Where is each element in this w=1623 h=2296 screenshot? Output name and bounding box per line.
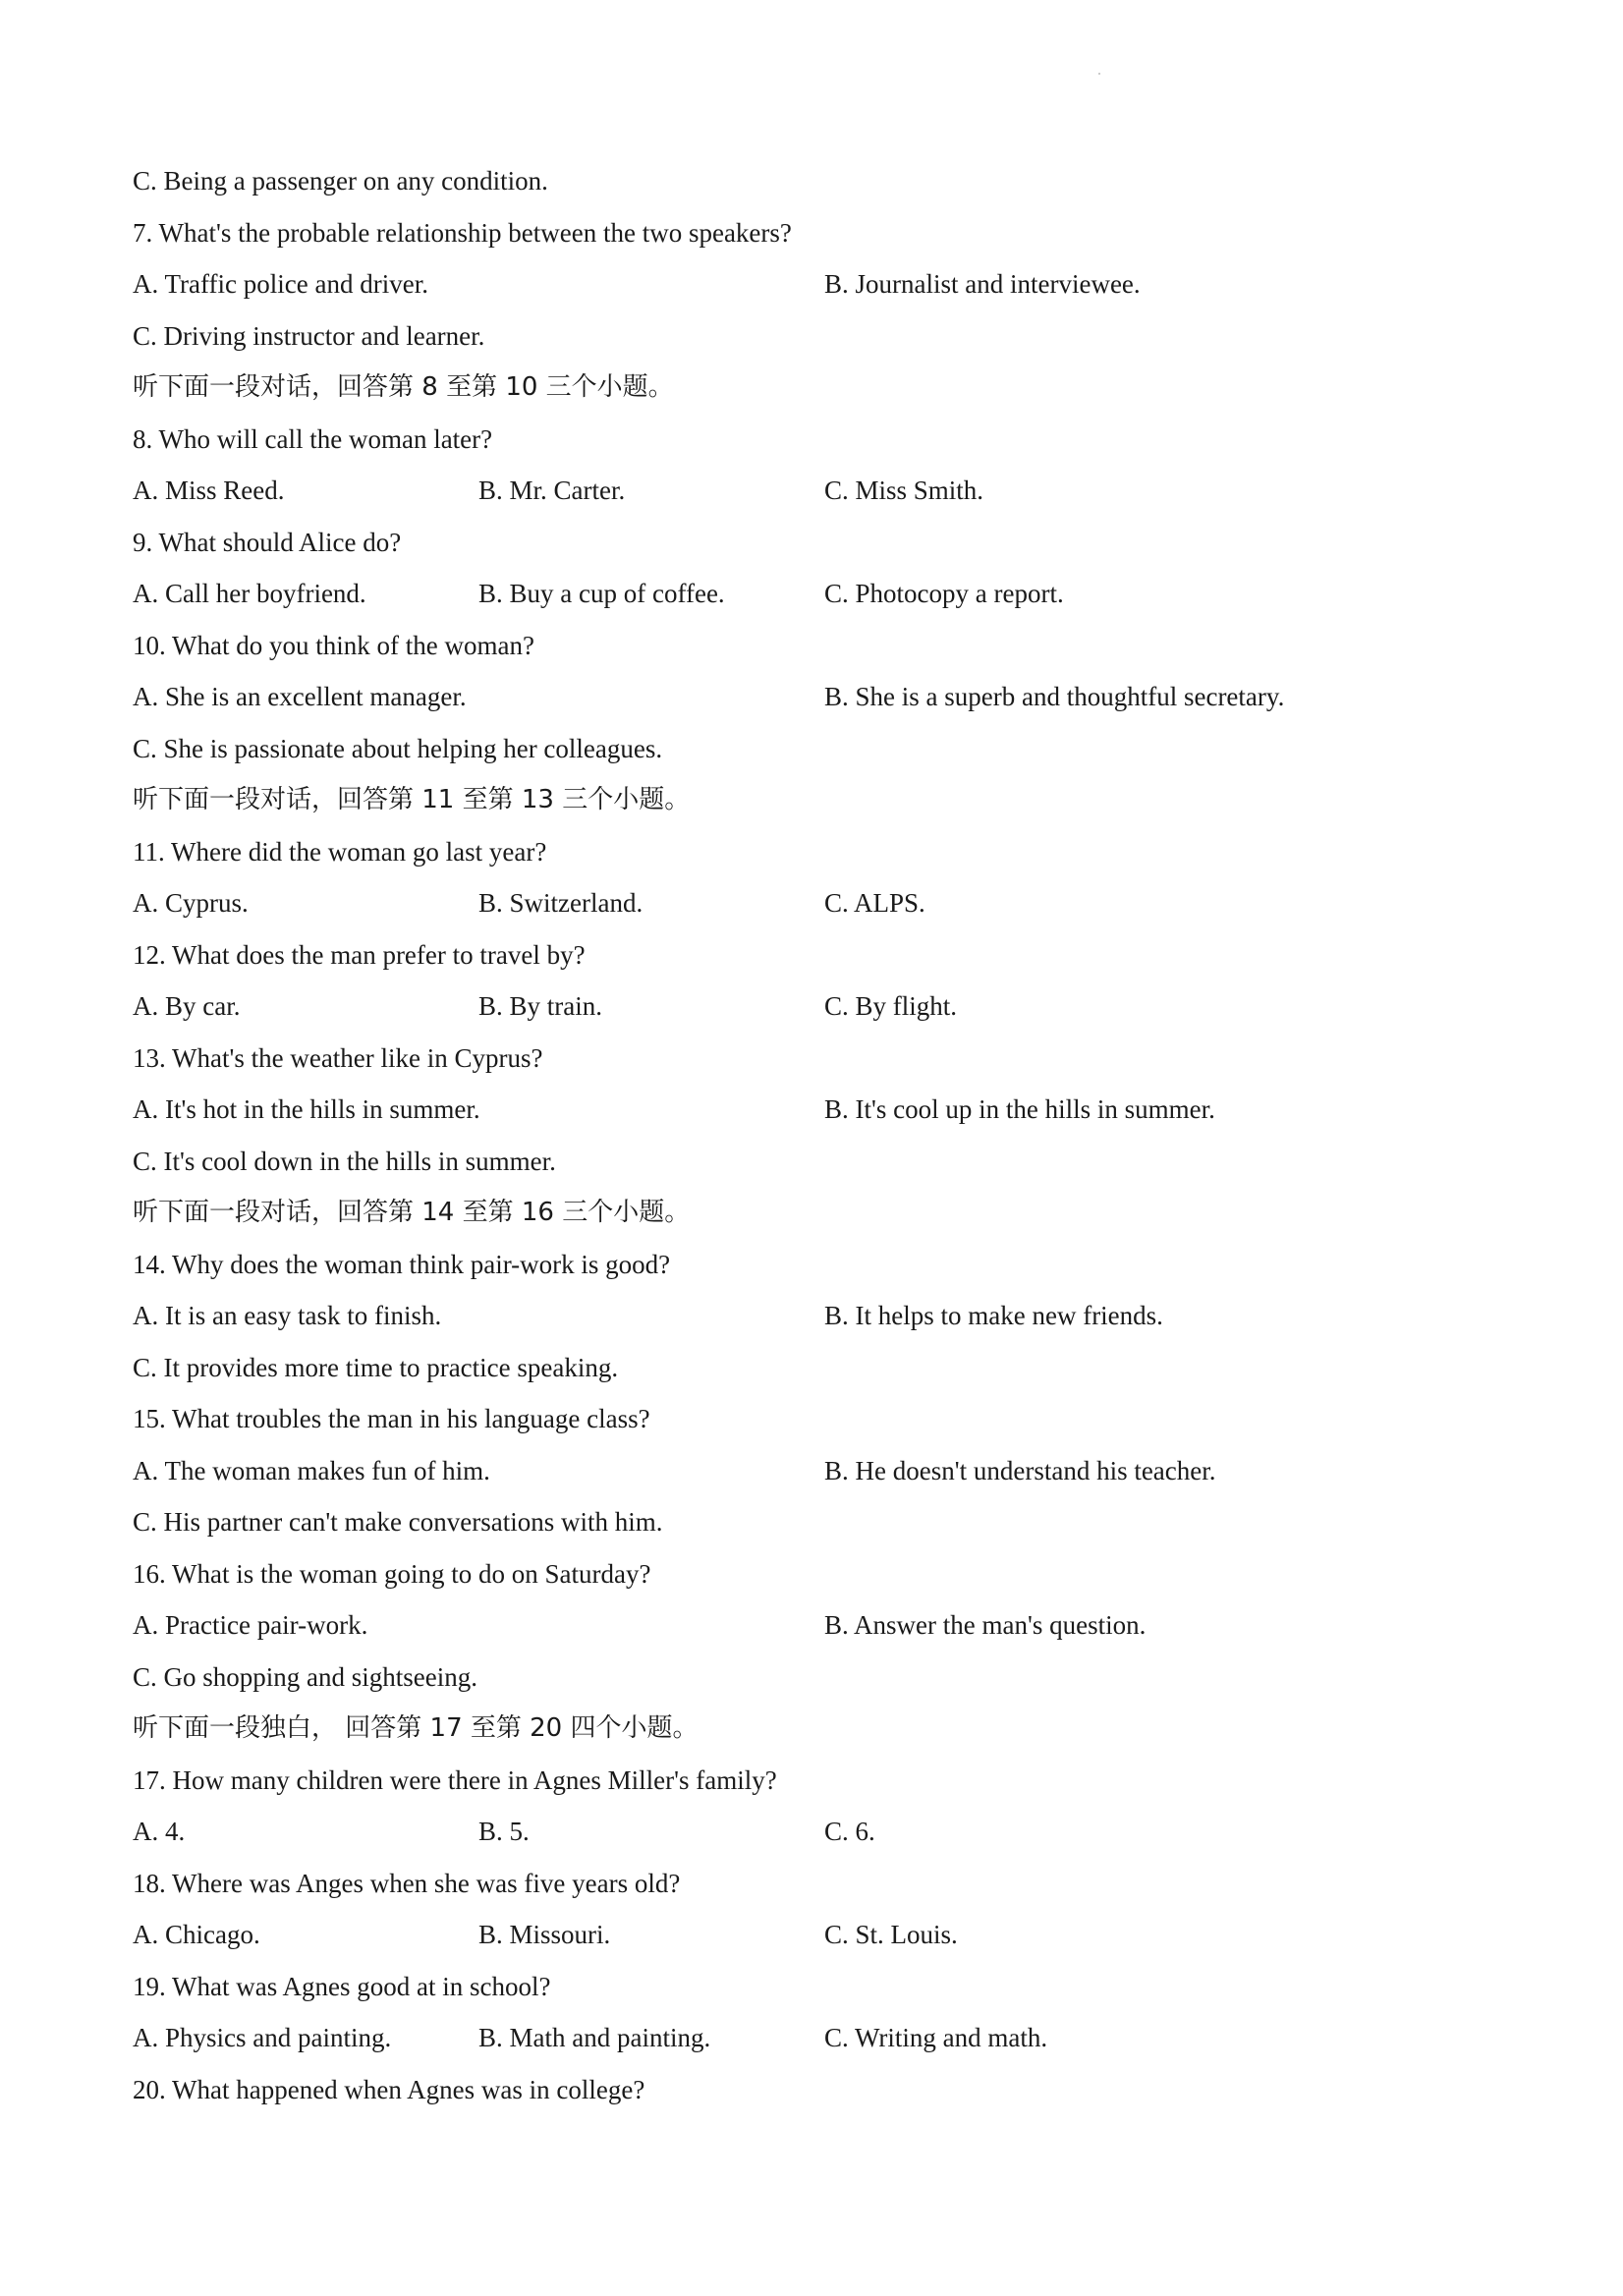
answer-option: B. Buy a cup of coffee. bbox=[478, 579, 725, 608]
option-row bbox=[133, 1496, 1528, 1547]
answer-option: A. It is an easy task to finish. bbox=[133, 1301, 442, 1330]
answer-option: C. Photocopy a report. bbox=[824, 579, 1064, 608]
option-row bbox=[133, 465, 1528, 516]
option-row bbox=[133, 1599, 1528, 1651]
answer-option: C. Driving instructor and learner. bbox=[133, 320, 485, 351]
line-text: 16. What is the woman going to do on Saturday? bbox=[133, 1558, 651, 1589]
option-row bbox=[133, 568, 1528, 619]
option-row bbox=[133, 980, 1528, 1032]
line-text: 7. What's the probable relationship between the two speakers? bbox=[133, 217, 792, 248]
answer-option: B. Journalist and interviewee. bbox=[824, 269, 1141, 299]
option-row bbox=[133, 258, 1528, 309]
answer-option: C. It provides more time to practice speaking. bbox=[133, 1352, 619, 1382]
answer-option: A. Cyprus. bbox=[133, 888, 249, 918]
answer-option: B. It's cool up in the hills in summer. bbox=[824, 1094, 1215, 1124]
question-text bbox=[133, 1755, 1528, 1806]
line-text: 10. What do you think of the woman? bbox=[133, 630, 534, 660]
line-text: 15. What troubles the man in his language class? bbox=[133, 1404, 650, 1433]
option-row bbox=[133, 1445, 1528, 1496]
section-instruction bbox=[133, 362, 1528, 413]
option-row bbox=[133, 1909, 1528, 1960]
answer-option: A. It's hot in the hills in summer. bbox=[133, 1094, 480, 1124]
question-text bbox=[133, 1393, 1528, 1444]
line-text: 听下面一段对话，回答第 14 至第 16 三个小题。 bbox=[133, 1198, 691, 1227]
answer-option: A. Chicago. bbox=[133, 1920, 260, 1949]
question-text bbox=[133, 929, 1528, 980]
answer-option: C. ALPS. bbox=[824, 888, 925, 918]
option-row bbox=[133, 877, 1528, 928]
option-row bbox=[133, 1342, 1528, 1393]
question-text bbox=[133, 517, 1528, 568]
option-row bbox=[133, 310, 1528, 362]
section-instruction bbox=[133, 1187, 1528, 1238]
option-row bbox=[133, 155, 1528, 206]
answer-option: C. Writing and math. bbox=[824, 2023, 1048, 2052]
question-text bbox=[133, 1858, 1528, 1909]
section-instruction bbox=[133, 1703, 1528, 1754]
option-row bbox=[133, 1084, 1528, 1135]
answer-option: A. 4. bbox=[133, 1817, 186, 1846]
question-text bbox=[133, 826, 1528, 877]
answer-option: B. She is a superb and thoughtful secretary. bbox=[824, 682, 1285, 711]
answer-option: A. Call her boyfriend. bbox=[133, 579, 366, 608]
question-text bbox=[133, 620, 1528, 671]
answer-option: B. By train. bbox=[478, 991, 602, 1021]
question-text bbox=[133, 1033, 1528, 1084]
line-text: 12. What does the man prefer to travel by? bbox=[133, 939, 586, 970]
question-text bbox=[133, 414, 1528, 465]
option-row bbox=[133, 2012, 1528, 2063]
answer-option: A. She is an excellent manager. bbox=[133, 682, 467, 711]
option-row bbox=[133, 1136, 1528, 1187]
answer-option: C. Miss Smith. bbox=[824, 476, 984, 505]
question-text bbox=[133, 1548, 1528, 1599]
line-text: 听下面一段对话，回答第 8 至第 10 三个小题。 bbox=[133, 372, 674, 402]
answer-option: B. Missouri. bbox=[478, 1920, 611, 1949]
answer-option: A. The woman makes fun of him. bbox=[133, 1455, 490, 1485]
answer-option: B. Math and painting. bbox=[478, 2023, 711, 2052]
answer-option: C. His partner can't make conversations with him. bbox=[133, 1507, 663, 1537]
line-text: 听下面一段独白， 回答第 17 至第 20 四个小题。 bbox=[133, 1713, 699, 1743]
answer-option: A. Traffic police and driver. bbox=[133, 269, 428, 299]
answer-option: A. Miss Reed. bbox=[133, 476, 285, 505]
question-text bbox=[133, 1239, 1528, 1290]
answer-option: A. By car. bbox=[133, 991, 241, 1021]
question-text bbox=[133, 207, 1528, 258]
option-row bbox=[133, 1290, 1528, 1341]
question-text bbox=[133, 1961, 1528, 2012]
answer-option: C. It's cool down in the hills in summer. bbox=[133, 1146, 556, 1176]
answer-option: B. 5. bbox=[478, 1817, 530, 1846]
answer-option: C. She is passionate about helping her colleagues. bbox=[133, 733, 663, 763]
line-text: 14. Why does the woman think pair-work is good? bbox=[133, 1249, 671, 1279]
line-text: 11. Where did the woman go last year? bbox=[133, 836, 547, 867]
option-row bbox=[133, 671, 1528, 722]
line-text: 18. Where was Anges when she was five years old? bbox=[133, 1868, 681, 1898]
line-text: 17. How many children were there in Agnes Miller's family? bbox=[133, 1764, 777, 1795]
option-row bbox=[133, 1652, 1528, 1703]
answer-option: C. By flight. bbox=[824, 991, 958, 1021]
section-instruction bbox=[133, 774, 1528, 825]
answer-option: B. Mr. Carter. bbox=[478, 476, 626, 505]
answer-option: B. Switzerland. bbox=[478, 888, 644, 918]
answer-option: A. Practice pair-work. bbox=[133, 1610, 368, 1640]
answer-option: B. It helps to make new friends. bbox=[824, 1301, 1163, 1330]
answer-option: C. Go shopping and sightseeing. bbox=[133, 1661, 477, 1692]
line-text: 8. Who will call the woman later? bbox=[133, 423, 493, 454]
line-text: 9. What should Alice do? bbox=[133, 527, 402, 557]
answer-option: A. Physics and painting. bbox=[133, 2023, 392, 2052]
question-text bbox=[133, 2064, 1528, 2115]
option-row bbox=[133, 1806, 1528, 1857]
line-text: 听下面一段对话，回答第 11 至第 13 三个小题。 bbox=[133, 785, 691, 814]
answer-option: C. St. Louis. bbox=[824, 1920, 958, 1949]
answer-option: B. Answer the man's question. bbox=[824, 1610, 1147, 1640]
line-text: 19. What was Agnes good at in school? bbox=[133, 1971, 551, 2001]
line-text: 13. What's the weather like in Cyprus? bbox=[133, 1042, 543, 1073]
corner-mark bbox=[1098, 73, 1100, 75]
answer-option: C. 6. bbox=[824, 1817, 875, 1846]
answer-option: B. He doesn't understand his teacher. bbox=[824, 1455, 1216, 1485]
line-text: 20. What happened when Agnes was in college? bbox=[133, 2074, 645, 2104]
answer-option: C. Being a passenger on any condition. bbox=[133, 166, 548, 196]
option-row bbox=[133, 723, 1528, 774]
